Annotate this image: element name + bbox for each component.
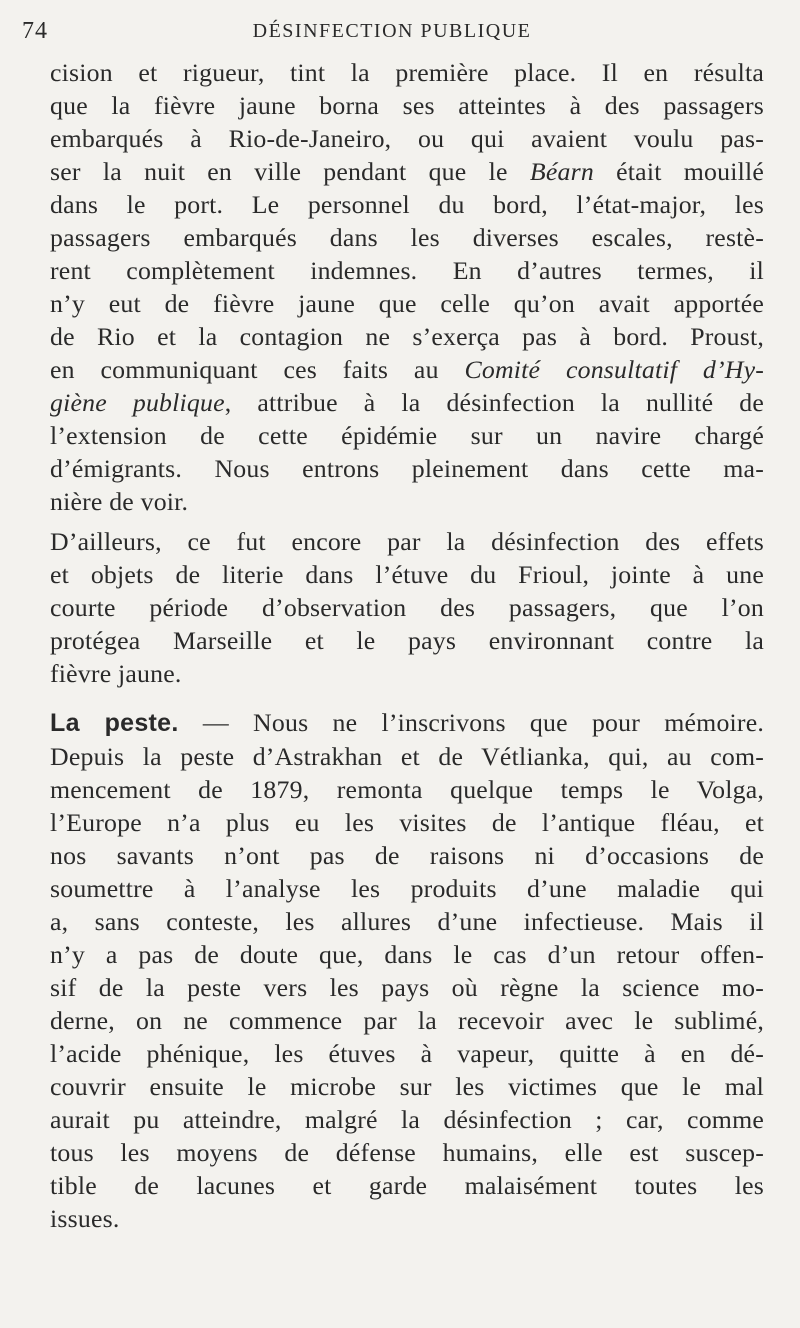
text-line: dans le port. Le personnel du bord, l’état-major, les <box>50 190 764 219</box>
paragraph-gap <box>50 518 764 525</box>
paragraph-2 <box>50 525 764 690</box>
section-gap <box>50 690 764 706</box>
page-number: 74 <box>22 18 48 44</box>
text-line: n’y eut de fièvre jaune que celle qu’on avait apportée <box>50 289 764 318</box>
running-head <box>22 18 762 52</box>
line-fragment: , attribue à la désinfection la nullité de <box>224 388 765 417</box>
text-line: que la fièvre jaune borna ses atteintes à des passagers <box>50 91 764 120</box>
text-line-with-ship-name <box>50 155 764 188</box>
text-line: rent complètement indemnes. En d’autres termes, il <box>50 256 764 285</box>
text-line: mencement de 1879, remonta quelque temps le Volga, <box>50 775 764 804</box>
text-line: soumettre à l’analyse les produits d’une maladie qui <box>50 874 764 903</box>
text-line: l’Europe n’a plus eu les visites de l’antique fléau, et <box>50 808 764 837</box>
body-text <box>50 56 764 1235</box>
section-heading: La peste. <box>50 709 179 737</box>
text-line: et objets de literie dans l’étuve du Frioul, jointe à une <box>50 560 764 589</box>
text-line: protégea Marseille et le pays environnant contre la <box>50 626 764 655</box>
text-line: d’émigrants. Nous entrons pleinement dans cette ma- <box>50 454 764 483</box>
line-fragment: — Nous ne l’inscrivons que pour mémoire. <box>178 708 764 737</box>
paragraph-3 <box>50 706 764 1235</box>
text-line: issues. <box>50 1204 120 1233</box>
text-line: l’acide phénique, les étuves à vapeur, quitte à en dé- <box>50 1039 764 1068</box>
text-line: nos savants n’ont pas de raisons ni d’occasions de <box>50 841 764 870</box>
section-heading-line <box>50 706 764 740</box>
ship-name: Béarn <box>529 157 594 186</box>
text-line: embarqués à Rio-de-Janeiro, ou qui avaient voulu pas- <box>50 124 764 153</box>
line-fragment: en communiquant ces faits au <box>50 355 439 384</box>
text-line: courte période d’observation des passagers, que l’on <box>50 593 764 622</box>
text-line: l’extension de cette épidémie sur un navire chargé <box>50 421 764 450</box>
committee-name: giène publique <box>50 388 225 417</box>
line-fragment: était mouillé <box>616 157 764 186</box>
text-line: de Rio et la contagion ne s’exerça pas à bord. Proust, <box>50 322 764 351</box>
text-line: nière de voir. <box>50 487 189 516</box>
text-line: tous les moyens de défense humains, elle est suscep- <box>50 1138 764 1167</box>
line-fragment: ser la nuit en ville pendant que le <box>50 157 508 186</box>
text-line-with-committee <box>50 353 764 386</box>
text-line: tible de lacunes et garde malaisément toutes les <box>50 1171 764 1200</box>
text-line: aurait pu atteindre, malgré la désinfection ; car, comme <box>50 1105 764 1134</box>
text-line: a, sans conteste, les allures d’une infectieuse. Mais il <box>50 907 764 936</box>
text-line: Depuis la peste d’Astrakhan et de Vétlianka, qui, au com- <box>50 742 764 771</box>
text-line-with-committee <box>50 386 764 419</box>
text-line: passagers embarqués dans les diverses escales, restè- <box>50 223 764 252</box>
text-line: couvrir ensuite le microbe sur les victimes que le mal <box>50 1072 764 1101</box>
text-line: D’ailleurs, ce fut encore par la désinfection des effets <box>50 527 764 556</box>
text-line: sif de la peste vers les pays où règne la science mo- <box>50 973 764 1002</box>
text-line: derne, on ne commence par la recevoir avec le sublimé, <box>50 1006 764 1035</box>
paragraph-1 <box>50 56 764 518</box>
text-line: n’y a pas de doute que, dans le cas d’un retour offen- <box>50 940 764 969</box>
text-line: cision et rigueur, tint la première place. Il en résulta <box>50 58 764 87</box>
running-title: DÉSINFECTION PUBLIQUE <box>252 20 532 42</box>
text-line: fièvre jaune. <box>50 659 182 688</box>
committee-name: Comité consultatif d’Hy- <box>464 355 765 384</box>
